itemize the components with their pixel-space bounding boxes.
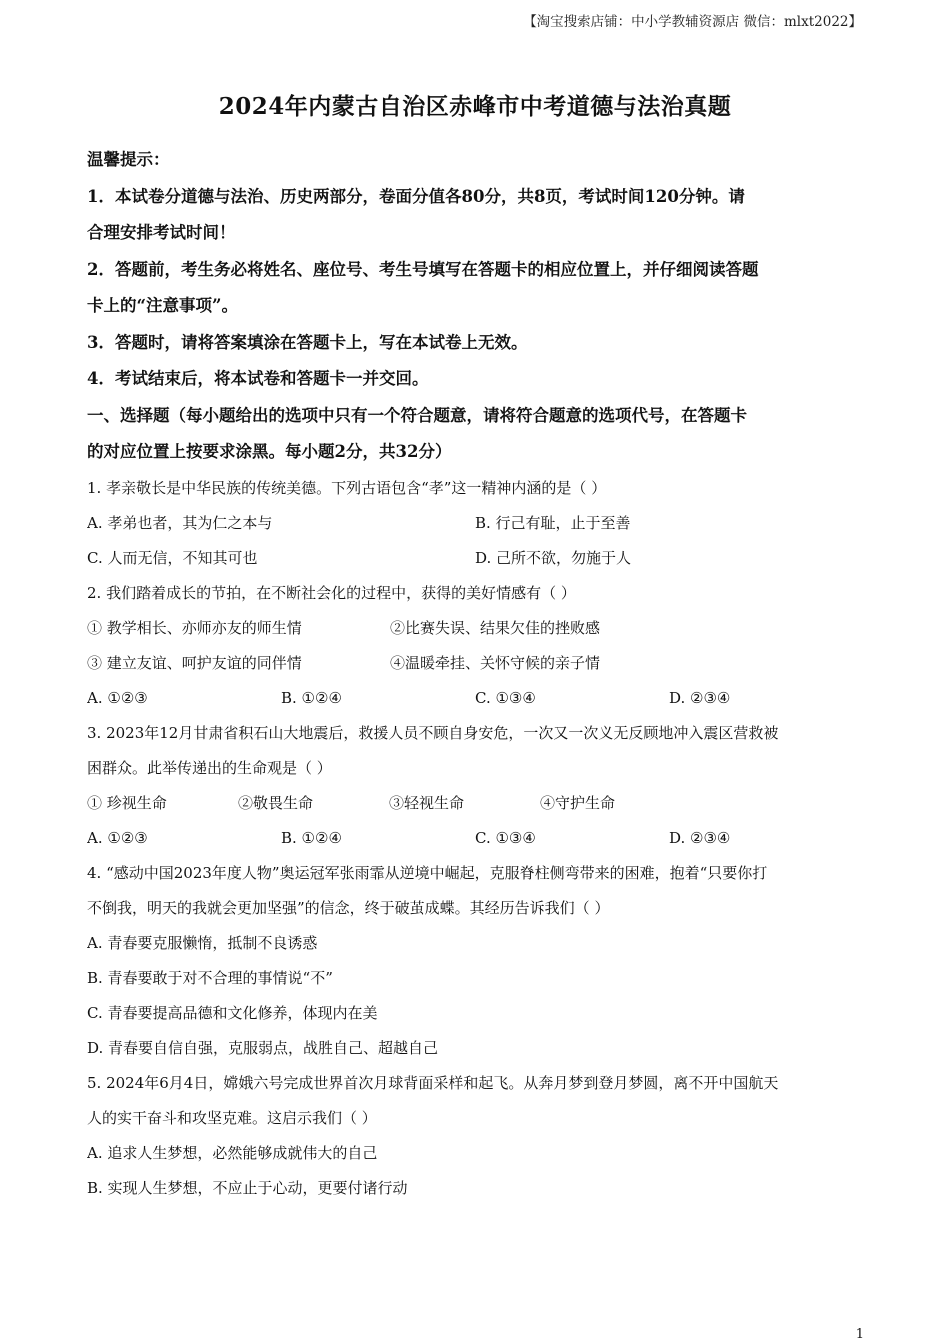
item-1: ① 珍视生命 xyxy=(87,793,167,812)
option-a: A. 孝弟也者，其为仁之本与 xyxy=(87,513,273,532)
option-a: A. ①②③ xyxy=(87,688,148,707)
option-b: B. ①②④ xyxy=(281,828,342,847)
tip-line: 4．考试结束后，将本试卷和答题卡一并交回。 xyxy=(87,369,429,388)
item-2: ②比赛失误、结果欠佳的挫败感 xyxy=(390,618,601,637)
page-title: 2024年内蒙古自治区赤峰市中考道德与法治真题 xyxy=(218,93,732,120)
question-3-items-row xyxy=(87,786,863,821)
option-b: B. 实现人生梦想，不应止于心动，更要付诸行动 xyxy=(87,1178,408,1197)
tip-line: 2．答题前，考生务必将姓名、座位号、考生号填写在答题卡的相应位置上，并仔细阅读答题 xyxy=(87,259,759,279)
option-a: A. 追求人生梦想，必然能够成就伟大的自己 xyxy=(87,1143,378,1162)
option-b: B. ①②④ xyxy=(281,688,342,707)
question-4-stem: 不倒我，明天的我就会更加坚强”的信念，终于破茧成蝶。其经历告诉我们（ ） xyxy=(87,898,610,917)
tip-line: 3．答题时，请将答案填涂在答题卡上，写在本试卷上无效。 xyxy=(87,332,528,352)
option-a: A. ①②③ xyxy=(87,828,148,847)
question-5-stem: 5. 2024年6月4日，嫦娥六号完成世界首次月球背面采样和起飞。从奔月梦到登月梦圆，离不开中国航天 xyxy=(87,1073,779,1092)
option-a: A. 青春要克服懒惰，抵制不良诱惑 xyxy=(87,933,318,952)
item-2: ②敬畏生命 xyxy=(238,793,314,812)
item-3: ③轻视生命 xyxy=(389,793,465,812)
question-2-options-row xyxy=(87,681,863,716)
tip-line: 合理安排考试时间！ xyxy=(87,223,236,242)
question-4-stem: 4. “感动中国2023年度人物”奥运冠军张雨霏从逆境中崛起，克服脊柱侧弯带来的困难，抱着“只要你打 xyxy=(87,863,768,882)
question-1-options-row xyxy=(87,506,863,541)
question-3-stem: 3. 2023年12月甘肃省积石山大地震后，救援人员不顾自身安危，一次又一次义无反顾地冲入震区营救被 xyxy=(87,723,779,742)
tip-line: 卡上的“注意事项”。 xyxy=(87,296,238,315)
question-5-stem: 人的实干奋斗和攻坚克难。这启示我们（ ） xyxy=(87,1108,377,1127)
option-c: C. ①③④ xyxy=(475,828,536,847)
question-3-stem: 困群众。此举传递出的生命观是（ ） xyxy=(87,758,332,777)
question-1-stem: 1. 孝亲敬长是中华民族的传统美德。下列古语包含“孝”这一精神内涵的是（ ） xyxy=(87,478,607,497)
exam-content xyxy=(87,142,863,1206)
option-b: B. 青春要敢于对不合理的事情说“不” xyxy=(87,968,333,987)
option-c: C. 青春要提高品德和文化修养，体现内在美 xyxy=(87,1003,378,1022)
option-d: D. ②③④ xyxy=(669,688,731,707)
section-heading: 一、选择题（每小题给出的选项中只有一个符合题意，请将符合题意的选项代号，在答题卡 xyxy=(87,405,747,425)
question-2-stem: 2. 我们踏着成长的节拍，在不断社会化的过程中，获得的美好情感有（ ） xyxy=(87,583,576,602)
option-d: D. ②③④ xyxy=(669,828,731,847)
item-3: ③ 建立友谊、呵护友谊的同伴情 xyxy=(87,653,302,672)
option-d: D. 己所不欲，勿施于人 xyxy=(475,548,632,567)
option-b: B. 行己有耻，止于至善 xyxy=(475,513,631,532)
option-d: D. 青春要自信自强，克服弱点，战胜自己、超越自己 xyxy=(87,1038,439,1057)
section-heading: 的对应位置上按要求涂黑。每小题2分，共32分） xyxy=(87,442,452,461)
question-2-items-row xyxy=(87,646,863,681)
item-4: ④温暖牵挂、关怀守候的亲子情 xyxy=(390,653,601,672)
question-2-items-row xyxy=(87,611,863,646)
question-3-options-row xyxy=(87,821,863,856)
header-note: 【淘宝搜索店铺：中小学教辅资源店 微信：mlxt2022】 xyxy=(523,14,862,30)
option-c: C. 人而无信，不知其可也 xyxy=(87,548,258,567)
item-1: ① 教学相长、亦师亦友的师生情 xyxy=(87,618,302,637)
page-number: 1 xyxy=(855,1327,864,1342)
question-1-options-row xyxy=(87,541,863,576)
tips-heading: 温馨提示： xyxy=(87,150,170,169)
tip-line: 1．本试卷分道德与法治、历史两部分，卷面分值各80分，共8页，考试时间120分钟。请 xyxy=(87,186,745,206)
option-c: C. ①③④ xyxy=(475,688,536,707)
item-4: ④守护生命 xyxy=(540,793,616,812)
